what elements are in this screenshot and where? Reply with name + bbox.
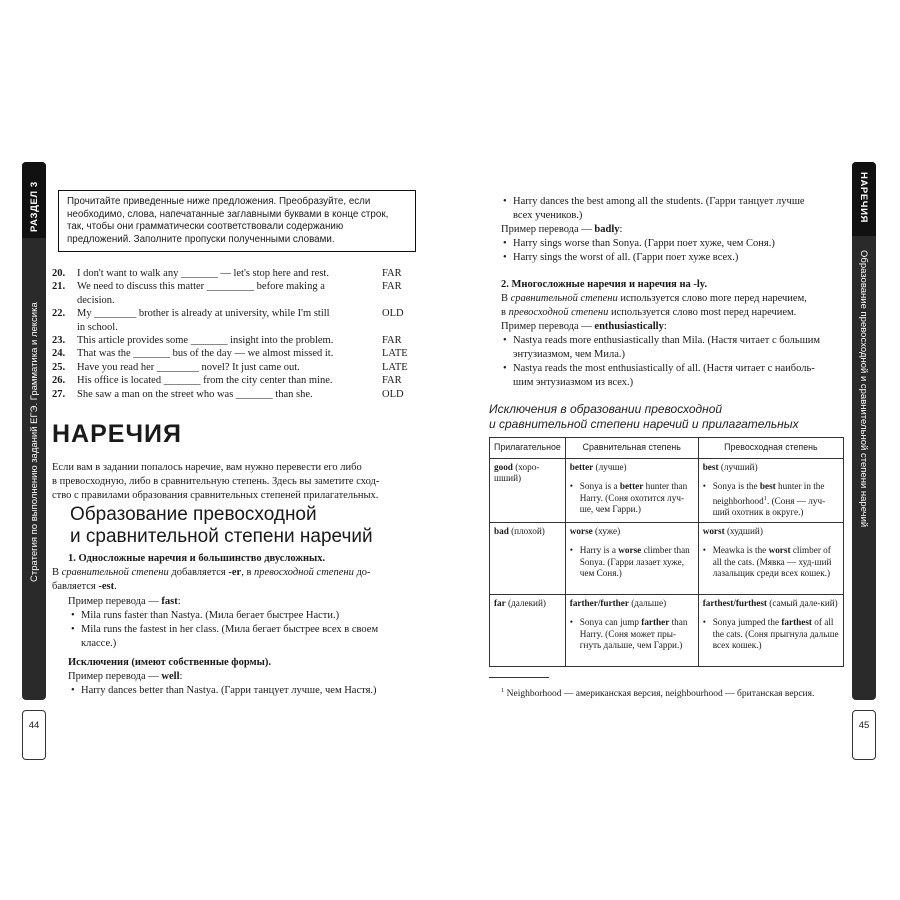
exercise-text: This article provides some _______ insight into the problem. xyxy=(77,334,334,346)
table-heading-line-2: и сравнительной степени наречий и прилагательных xyxy=(489,417,799,431)
exercise-number: 26. xyxy=(52,375,66,387)
exercise-row xyxy=(52,361,412,374)
exercise-list xyxy=(52,267,412,401)
table-cell-comp: worse (хуже) • Harry is a worse climber than Sonya. (Гарри лазает хуже, чем Соня.) xyxy=(565,522,698,594)
exercise-text: She saw a man on the street who was _______ than she. xyxy=(77,388,313,400)
exercise-text: That was the _______ bus of the day — we almost missed it. xyxy=(77,348,334,360)
table-row xyxy=(490,522,844,594)
rule2-bullet-1: • Nastya reads more enthusiastically than Mila. (Настя читает с большим xyxy=(513,334,820,348)
instruction-box: Прочитайте приведенные ниже предложения. Преобразуйте, если необходимо, слова, напечатанные заглавными буквами в конце строк, так, чтобы они грамматически соответствовали содержанию предложений. Заполните пропуски полученными словами. xyxy=(58,190,416,252)
exceptions-bullet-2: • Harry dances the best among all the students. (Гарри танцует лучше xyxy=(513,195,805,209)
table-cell-example: • Sonya can jump farther than Harry. (Соня может пры-гнуть дальше, чем Гарри.) xyxy=(570,617,694,652)
exercise-number: 24. xyxy=(52,348,66,360)
exercise-keyword: OLD xyxy=(382,308,404,320)
intro-line-1: Если вам в задании попалось наречие, вам нужно перевести его либо xyxy=(52,462,362,473)
rule1-bullet-2: • Mila runs the fastest in her class. (Мила бегает быстрее всех в своем xyxy=(81,623,378,637)
exercise-row xyxy=(52,294,412,307)
table-cell-sup: farthest/furthest (самый дале-кий) • Sonya jumped the farthest of all the cats. (Соня прыгнула дальше всех кошек.) xyxy=(698,594,843,666)
table-header-sup: Превосходная степень xyxy=(698,438,843,459)
exercise-row xyxy=(52,374,412,387)
exceptions-bullet-4: • Harry sings the worst of all. (Гарри поет хуже всех.) xyxy=(513,251,738,265)
intro-line-2: в превосходную, либо в сравнительную степень. Здесь вы заметите сход- xyxy=(52,476,380,487)
right-tab-subtitle: Образование превосходной и сравнительной степени наречий xyxy=(858,250,869,528)
right-tab-section: НАРЕЧИЯ xyxy=(858,172,869,223)
table-cell-adj: far (далекий) xyxy=(490,594,566,666)
table-cell-example: • Sonya is a better hunter than Harry. (Соня охотится луч-ше, чем Гарри.) xyxy=(570,481,694,516)
table-cell-adj: bad (плохой) xyxy=(490,522,566,594)
exercise-row xyxy=(52,321,412,334)
table-header-row xyxy=(490,438,844,459)
exercise-keyword: LATE xyxy=(382,348,408,360)
exercise-text: We need to discuss this matter _________ before making a xyxy=(77,281,325,293)
exercise-row xyxy=(52,388,412,401)
rule2-bullet-2-cont: шим энтузиазмом из всех.) xyxy=(513,377,634,388)
table-header-comp: Сравнительная степень xyxy=(565,438,698,459)
exceptions-bullet-2-cont: всех учеников.) xyxy=(513,210,583,221)
exercise-number: 25. xyxy=(52,361,66,373)
exercise-number: 21. xyxy=(52,281,66,293)
exceptions-table xyxy=(489,437,844,667)
rule1-example: Пример перевода — fast: xyxy=(68,596,181,607)
intro-line-3: ство с правилами образования сравнительных степеней прилагательных. xyxy=(52,490,379,501)
table-cell-example: • Sonya is the best hunter in the neighborhood$^1$. (Соня — луч-ший охотник в округе.) xyxy=(703,481,839,519)
subheading-line-1: Образование превосходной xyxy=(70,504,317,525)
exercise-keyword: LATE xyxy=(382,361,408,373)
exercise-row xyxy=(52,267,412,280)
left-tab-section: РАЗДЕЛ 3 xyxy=(29,181,40,232)
exercise-text: decision. xyxy=(77,294,115,306)
table-cell-comp: farther/further (дальше) • Sonya can jump farther than Harry. (Соня может пры-гнуть дальше, чем Гарри.) xyxy=(565,594,698,666)
footnote: $^1$ Neighborhood — американская версия, neighbourhood — британская версия. xyxy=(501,687,815,700)
rule2-example: Пример перевода — enthusiastically: xyxy=(501,321,667,332)
exercise-text: in school. xyxy=(77,321,118,333)
exercise-text: I don't want to walk any _______ — let's stop here and rest. xyxy=(77,268,329,279)
subheading-line-2: и сравнительной степени наречий xyxy=(70,526,373,547)
exceptions-example: Пример перевода — well: xyxy=(68,671,183,682)
table-heading-line-1: Исключения в образовании превосходной xyxy=(489,402,723,416)
exercise-keyword: FAR xyxy=(382,281,402,293)
table-row xyxy=(490,594,844,666)
exercise-number: 20. xyxy=(52,268,66,279)
rule2-bullet-2: • Nastya reads the most enthusiastically of all. (Настя читает с наиболь- xyxy=(513,362,815,376)
exercise-number: 23. xyxy=(52,334,66,346)
rule2-line-1: В сравнительной степени используется слово more перед наречием, xyxy=(501,293,807,304)
table-header-adj: Прилагательное xyxy=(490,438,566,459)
right-page-number: 45 xyxy=(852,710,876,760)
table-cell-example: • Harry is a worse climber than Sonya. (Гарри лазает хуже, чем Соня.) xyxy=(570,545,694,580)
table-cell-sup: best (лучший) • Sonya is the best hunter in the neighborhood$^1$. (Соня — луч-ший охотник в округе.) xyxy=(698,458,843,522)
footnote-rule xyxy=(489,677,549,678)
exercise-row xyxy=(52,334,412,347)
rule1-line-1: В сравнительной степени добавляется -er, в превосходной степени до- xyxy=(52,567,371,578)
table-cell-adj: good (хоро-шший) xyxy=(490,458,566,522)
exercise-keyword: FAR xyxy=(382,268,402,279)
table-row xyxy=(490,458,844,522)
exercise-row xyxy=(52,307,412,320)
rule1-title: 1. Односложные наречия и большинство двусложных. xyxy=(68,553,326,564)
exercise-text: My ________ brother is already at university, while I'm still xyxy=(77,308,330,320)
exercise-number: 22. xyxy=(52,308,66,320)
left-page-number: 44 xyxy=(22,710,46,760)
rule2-bullet-1-cont: энтузиазмом, чем Мила.) xyxy=(513,349,626,360)
left-section-tab xyxy=(22,162,46,700)
exceptions-title: Исключения (имеют собственные формы). xyxy=(68,657,271,668)
table-cell-example: • Sonya jumped the farthest of all the cats. (Соня прыгнула дальше всех кошек.) xyxy=(703,617,839,652)
exceptions-bullet-3: • Harry sings worse than Sonya. (Гарри поет хуже, чем Соня.) xyxy=(513,237,775,251)
section-title: НАРЕЧИЯ xyxy=(52,420,182,448)
exercise-keyword: FAR xyxy=(382,334,402,346)
left-tab-subtitle: Стратегия по выполнению заданий ЕГЭ. Грамматика и лексика xyxy=(29,302,40,582)
exercise-row xyxy=(52,347,412,360)
exceptions-bullet-1: • Harry dances better than Nastya. (Гарри танцует лучше, чем Настя.) xyxy=(81,684,377,698)
rule1-bullet-1: • Mila runs faster than Nastya. (Мила бегает быстрее Насти.) xyxy=(81,609,339,623)
exceptions-example-2: Пример перевода — badly: xyxy=(501,224,623,235)
exercise-row xyxy=(52,280,412,293)
table-cell-comp: better (лучше) • Sonya is a better hunter than Harry. (Соня охотится луч-ше, чем Гарри.) xyxy=(565,458,698,522)
table-cell-example: • Meawka is the worst climber of all the cats. (Мявка — худ-ший лазальщик среди всех кошек.) xyxy=(703,545,839,580)
table-cell-sup: worst (худший) • Meawka is the worst climber of all the cats. (Мявка — худ-ший лазальщик среди всех кошек.) xyxy=(698,522,843,594)
rule1-bullet-2-cont: классе.) xyxy=(81,638,117,649)
exercise-keyword: OLD xyxy=(382,388,404,400)
right-section-tab xyxy=(852,162,876,700)
rule2-line-2: в превосходной степени используется слово most перед наречием. xyxy=(501,307,797,318)
exercise-keyword: FAR xyxy=(382,375,402,387)
exercise-text: Have you read her ________ novel? It just came out. xyxy=(77,361,300,373)
exercise-text: His office is located _______ from the city center than mine. xyxy=(77,375,333,387)
rule2-title: 2. Многосложные наречия и наречия на -ly. xyxy=(501,279,708,290)
rule1-line-2: бавляется -est. xyxy=(52,581,117,592)
exercise-number: 27. xyxy=(52,388,66,400)
